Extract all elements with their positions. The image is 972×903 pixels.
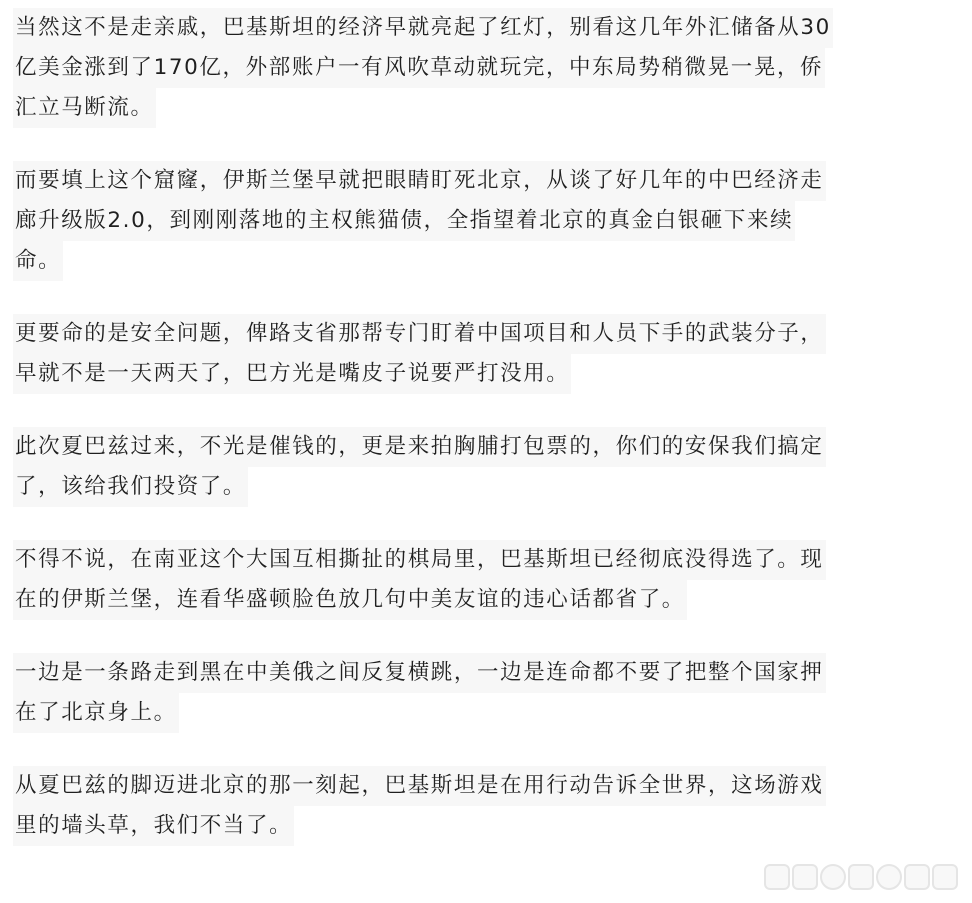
watermark-icon [764, 864, 790, 890]
text-line: 早就不是一天两天了，巴方光是嘴皮子说要严打没用。 [13, 354, 571, 394]
text-line: 在的伊斯兰堡，连看华盛顿脸色放几句中美友谊的违心话都省了。 [13, 580, 687, 620]
text-line: 此次夏巴兹过来，不光是催钱的，更是来拍胸脯打包票的，你们的安保我们搞定 [13, 427, 826, 467]
text-line: 从夏巴兹的脚迈进北京的那一刻起，巴基斯坦是在用行动告诉全世界，这场游戏 [13, 766, 826, 806]
watermark-icon [848, 864, 874, 890]
paragraph [13, 8, 928, 128]
paragraph [13, 653, 928, 733]
text-line: 更要命的是安全问题，俾路支省那帮专门盯着中国项目和人员下手的武装分子， [13, 314, 826, 354]
text-line: 命。 [13, 241, 63, 281]
text-line: 当然这不是走亲戚，巴基斯坦的经济早就亮起了红灯，别看这几年外汇储备从30 [13, 8, 833, 48]
text-line: 亿美金涨到了170亿，外部账户一有风吹草动就玩完，中东局势稍微晃一晃，侨 [13, 48, 825, 88]
paragraph [13, 161, 928, 281]
text-line: 在了北京身上。 [13, 693, 179, 733]
text-line: 了，该给我们投资了。 [13, 467, 248, 507]
watermark-icon [904, 864, 930, 890]
watermark-icon [876, 864, 902, 890]
paragraph [13, 766, 928, 846]
text-line: 汇立马断流。 [13, 88, 156, 128]
article-body [13, 8, 928, 879]
watermark-icon [792, 864, 818, 890]
paragraph [13, 427, 928, 507]
text-line: 里的墙头草，我们不当了。 [13, 806, 294, 846]
paragraph [13, 540, 928, 620]
text-line: 一边是一条路走到黑在中美俄之间反复横跳，一边是连命都不要了把整个国家押 [13, 653, 826, 693]
text-line: 廊升级版2.0，到刚刚落地的主权熊猫债，全指望着北京的真金白银砸下来续 [13, 201, 795, 241]
paragraph [13, 314, 928, 394]
watermark-icon [820, 864, 846, 890]
text-line: 不得不说，在南亚这个大国互相撕扯的棋局里，巴基斯坦已经彻底没得选了。现 [13, 540, 826, 580]
watermark-icon [932, 864, 958, 890]
text-line: 而要填上这个窟窿，伊斯兰堡早就把眼睛盯死北京，从谈了好几年的中巴经济走 [13, 161, 826, 201]
watermark [764, 861, 958, 893]
